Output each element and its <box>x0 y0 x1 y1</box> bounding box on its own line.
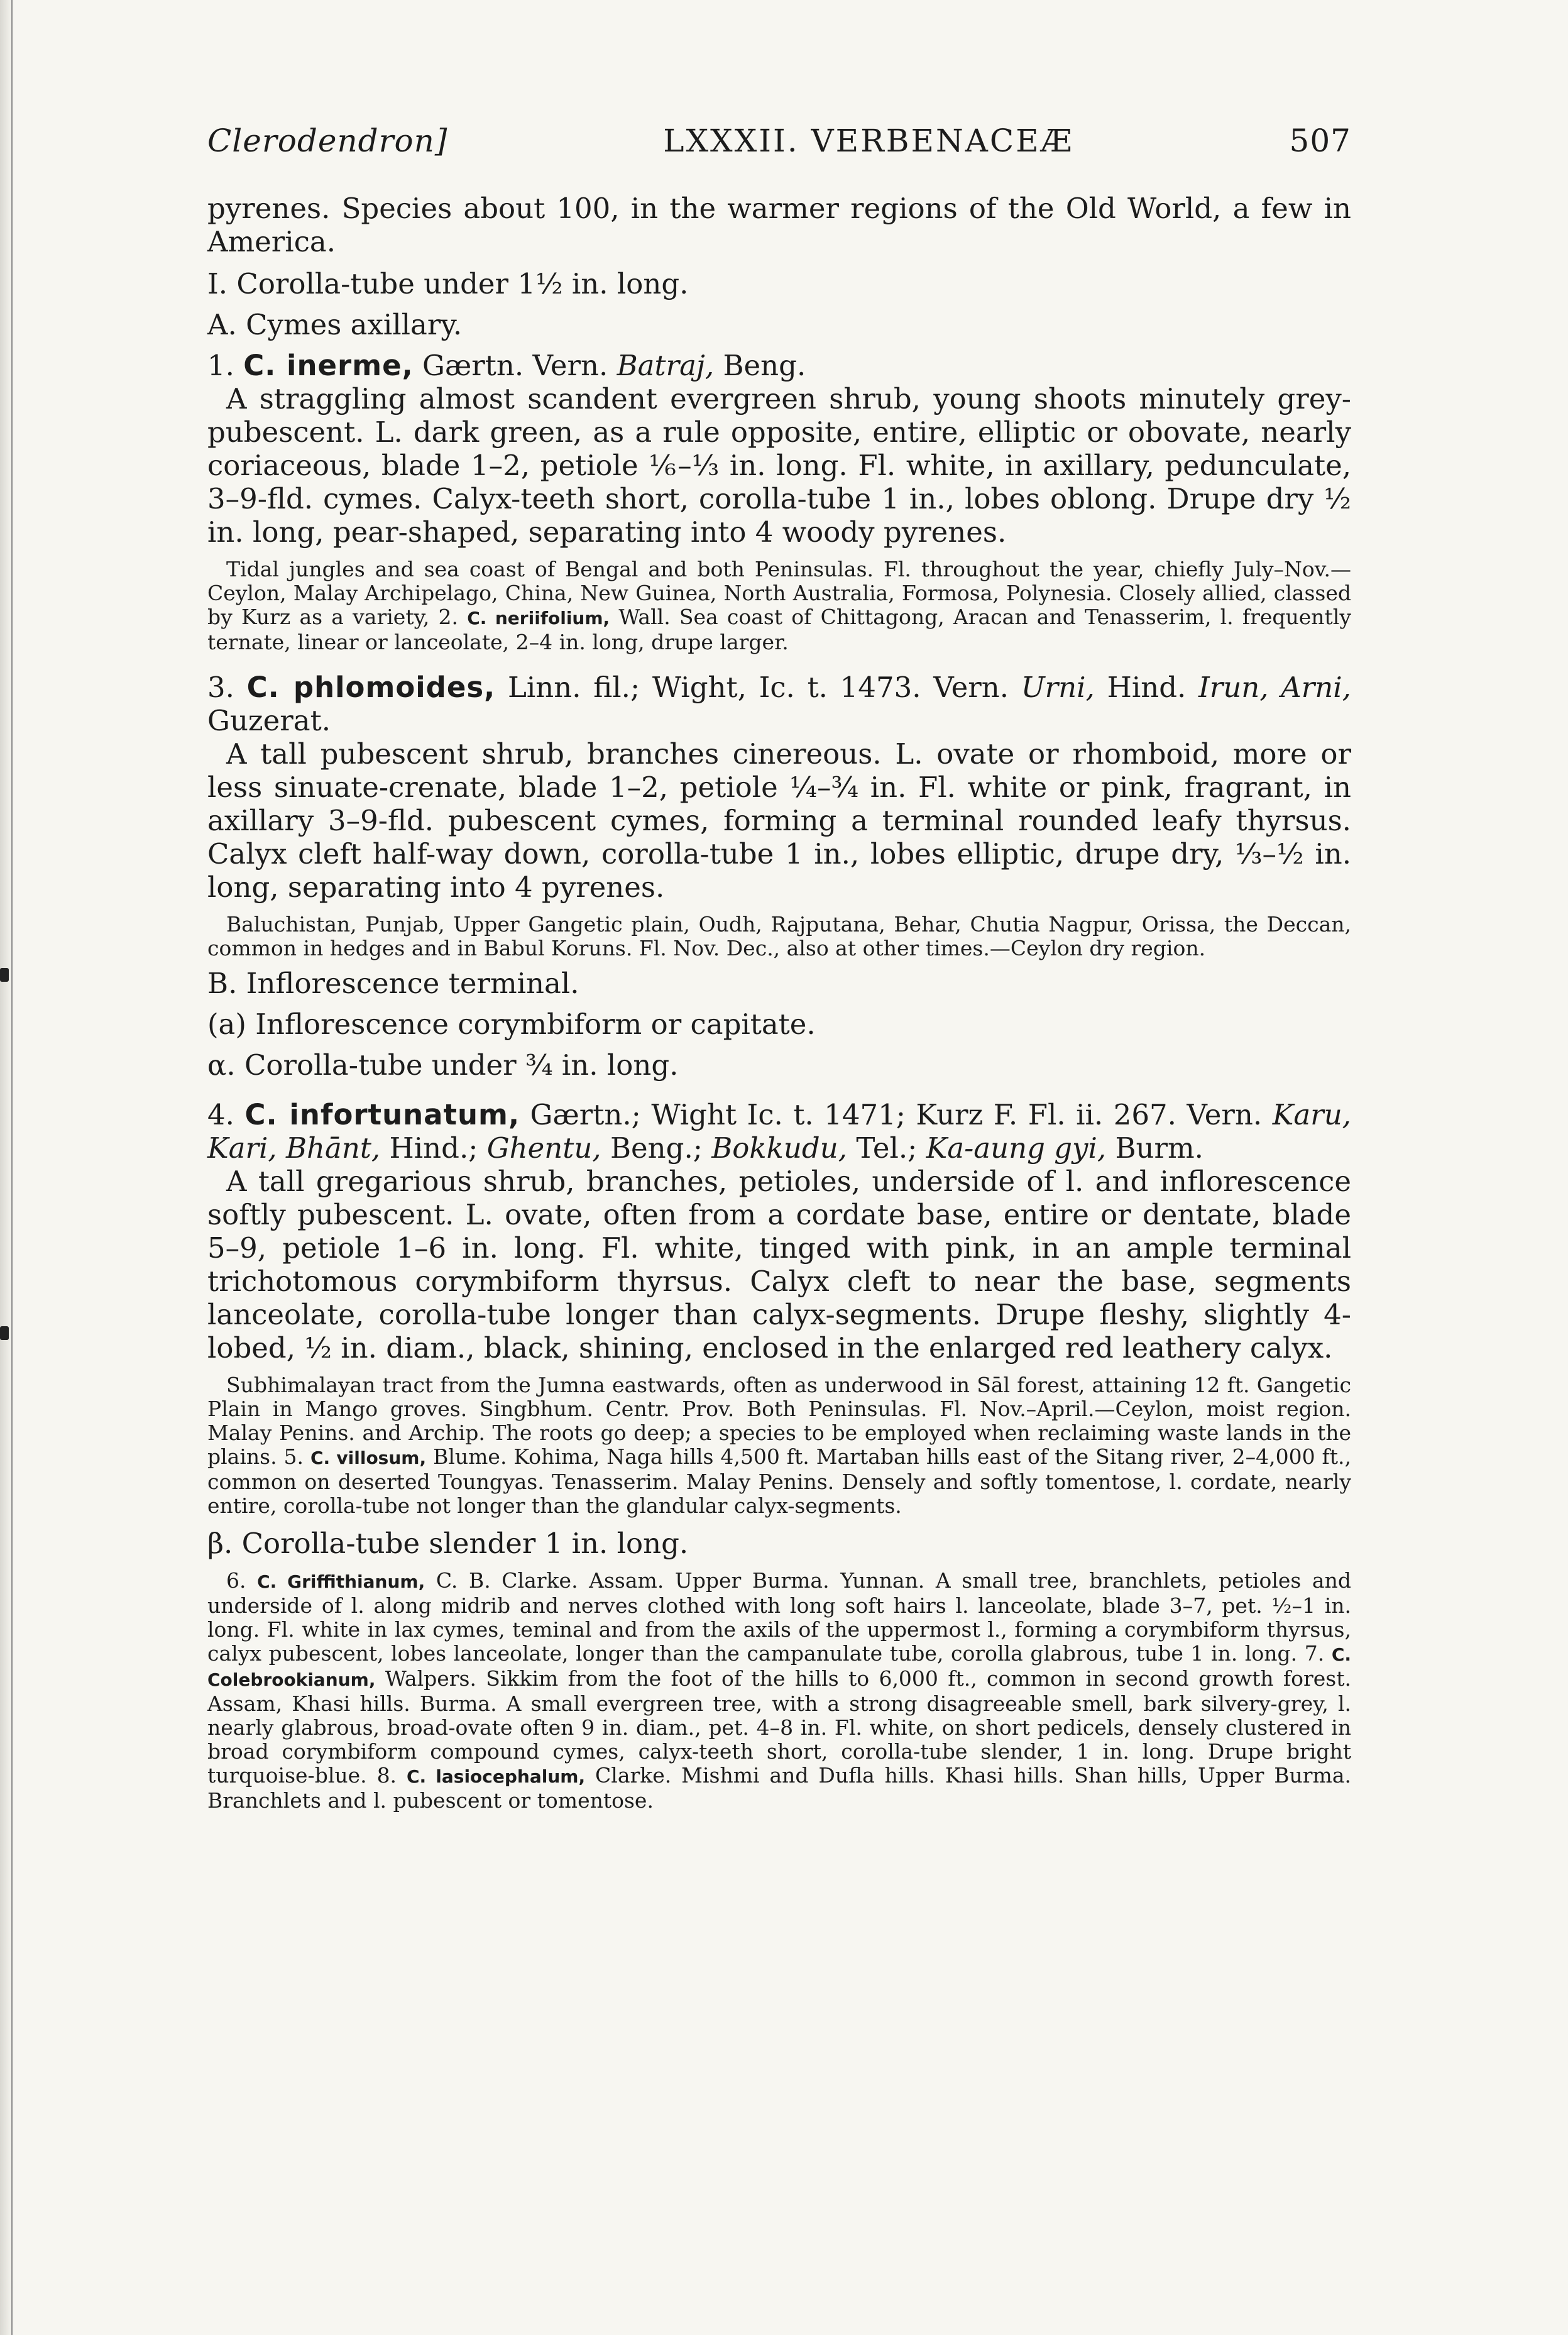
species-description-3: A tall pubescent shrub, branches cinereous. L. ovate or rhomboid, more or less sinuate-crenate, blade 1–2, petiole ¼–¾ in. Fl. white or pink, fragrant, in axillary 3–9-fld. pubescent cymes, forming a terminal rounded leafy thyrsus. Calyx cleft half-way down, corolla-tube 1 in., lobes elliptic, drupe dry, ⅓–½ in. long, separating into 4 pyrenes. <box>207 737 1351 904</box>
binding-mark <box>0 1326 9 1340</box>
key-heading-A: A. Cymes axillary. <box>207 308 463 341</box>
species-description-1: A straggling almost scandent evergreen shrub, young shoots minutely grey-pubescent. L. dark green, as a rule opposite, entire, elliptic or obovate, nearly coriaceous, blade 1–2, petiole ⅙–⅓ in. long. Fl. white, in axillary, pedunculate, 3–9-fld. cymes. Calyx-teeth short, corolla-tube 1 in., lobes oblong. Drupe dry ½ in. long, pear-shaped, separating into 4 woody pyrenes. <box>207 382 1351 549</box>
species-name: C. infortunatum, <box>244 1098 520 1131</box>
key-heading-alpha: α. Corolla-tube under ¾ in. long. <box>207 1048 679 1082</box>
species-distribution-1: Tidal jungles and sea coast of Bengal and both Peninsulas. Fl. throughout the year, chiefly July–Nov.—Ceylon, Malay Archipelago, China, New Guinea, North Australia, Formosa, Polynesia. Closely allied, classed by Kurz as a variety, 2. C. neriifolium, Wall. Sea coast of Chittagong, Aracan and Tenasserim, l. frequently ternate, linear or lanceolate, 2–4 in. long, drupe larger. <box>207 557 1351 654</box>
species-name: C. inerme, <box>243 349 414 382</box>
page-number: 507 <box>1289 123 1351 159</box>
intro-paragraph: pyrenes. Species about 100, in the warmer regions of the Old World, a few in America. <box>207 192 1351 258</box>
key-heading-a: (a) Inflorescence corymbiform or capitate. <box>207 1008 816 1041</box>
header-family: LXXXII. VERBENACEÆ <box>663 123 1074 159</box>
species-paragraph-6-8: 6. C. Griffithianum, C. B. Clarke. Assam. Upper Burma. Yunnan. A small tree, branchlets, petioles and underside of l. along midrib and nerves clothed with long soft hairs l. lanceolate, blade 3–7, pet. ½–1 in. long. Fl. white in lax cymes, teminal and from the axils of the uppermost l., forming a corymbiform thyrsus, calyx pubescent, lobes lanceolate, longer than the campanulate tube, corolla glabrous, tube 1 in. long. 7. C. Colebrookianum, Walpers. Sikkim from the foot of the hills to 6,000 ft., common in second growth forest. Assam, Khasi hills. Burma. A small evergreen tree, with a strong disagreeable smell, bark silvery-grey, l. nearly glabrous, broad-ovate often 9 in. diam., pet. 4–8 in. Fl. white, on short pedicels, densely clustered in broad corymbiform compound cymes, calyx-teeth short, corolla-tube slender, 1 in. long. Drupe bright turquoise-blue. 8. C. lasiocephalum, Clarke. Mishmi and Dufla hills. Khasi hills. Shan hills, Upper Burma. Branchlets and l. pubescent or tomentose. <box>207 1568 1352 1813</box>
key-heading-I: I. Corolla-tube under 1½ in. long. <box>207 267 689 300</box>
running-header <box>207 123 1351 192</box>
page-edge-shadow <box>0 0 13 2335</box>
page-content <box>207 123 1351 1813</box>
header-genus: Clerodendron] <box>207 123 448 159</box>
species-distribution-4: Subhimalayan tract from the Jumna eastwards, often as underwood in Sāl forest, attaining 12 ft. Gangetic Plain in Mango groves. Singbhum. Centr. Prov. Both Peninsulas. Fl. Nov.–April.—Ceylon, moist region. Malay Penins. and Archip. The roots go deep; a species to be employed when reclaiming waste lands in the plains. 5. C. villosum, Blume. Kohima, Naga hills 4,500 ft. Martaban hills east of the Sitang river, 2–4,000 ft., common on deserted Toungyas. Tenasserim. Malay Penins. Densely and softly tomentose, l. cordate, nearly entire, corolla-tube not longer than the glandular calyx-segments. <box>207 1373 1351 1518</box>
key-heading-beta: β. Corolla-tube slender 1 in. long. <box>207 1527 689 1560</box>
species-heading-4: 4. C. infortunatum, Gærtn.; Wight Ic. t. 1471; Kurz F. Fl. ii. 267. Vern. Karu, Kari, Bhānt, Hind.; Ghentu, Beng.; Bokkudu, Tel.; Ka-aung gyi, Burm. <box>207 1098 1351 1165</box>
species-description-4: A tall gregarious shrub, branches, petioles, underside of l. and inflorescence softly pubescent. L. ovate, often from a cordate base, entire or dentate, blade 5–9, petiole 1–6 in. long. Fl. white, tinged with pink, in an ample terminal trichotomous corymbiform thyrsus. Calyx cleft to near the base, segments lanceolate, corolla-tube longer than calyx-segments. Drupe fleshy, slightly 4-lobed, ½ in. diam., black, shining, enclosed in the enlarged red leathery calyx. <box>207 1165 1351 1365</box>
species-distribution-3: Baluchistan, Punjab, Upper Gangetic plain, Oudh, Rajputana, Behar, Chutia Nagpur, Orissa, the Deccan, common in hedges and in Babul Koruns. Fl. Nov. Dec., also at other times.—Ceylon dry region. <box>207 912 1351 960</box>
binding-mark <box>0 968 9 982</box>
species-heading-3: 3. C. phlomoides, Linn. fil.; Wight, Ic. t. 1473. Vern. Urni, Hind. Irun, Arni, Guzerat. <box>207 671 1351 737</box>
species-heading-1: 1. C. inerme, Gærtn. Vern. Batraj, Beng. <box>207 349 806 382</box>
key-heading-B: B. Inflorescence terminal. <box>207 967 579 1000</box>
species-name: C. phlomoides, <box>246 671 496 704</box>
